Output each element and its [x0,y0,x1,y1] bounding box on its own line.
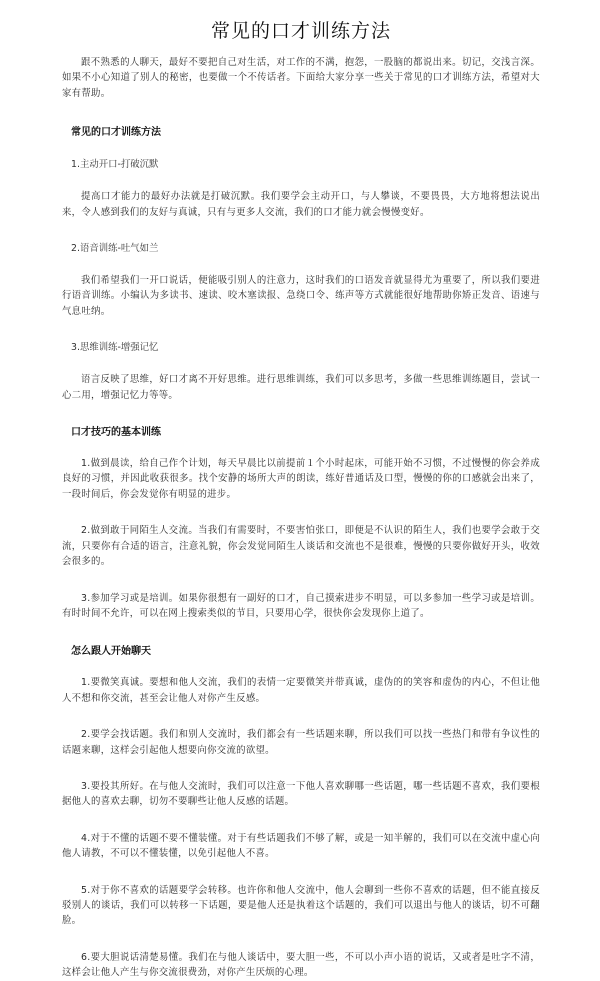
paragraph: 提高口才能力的最好办法就是打破沉默。我们要学会主动开口，与人攀谈，不要畏畏，大方地将想法说出来，令人感到我们的友好与真诚，只有与更多人交流，我们的口才能力就会慢慢变好。 [62,191,540,218]
list-item: 1.做到晨读，给自己作个计划，每天早晨比以前提前１个小时起床，可能开始不习惯，不过慢慢的你会养成良好的习惯，并因此收获很多。找个安静的场所大声的朗读，练好普通话及口型，慢慢的你的口感就会出来了，一段时间后，你会发觉你有明显的进步。 [62,458,540,500]
list-item: 3.要投其所好。在与他人交流时，我们可以注意一下他人喜欢聊哪一些话题，哪一些话题不喜欢，我们要根据他人的喜欢去聊，切勿不要聊些让他人反感的话题。 [62,780,540,808]
list-item: 1.要微笑真诚。要想和他人交流，我们的表情一定要微笑并带真诚，虚伪的的笑容和虚伪的内心，不但让他人不想和你交流，甚至会让他人对你产生反感。 [62,677,540,704]
section-heading: 怎么跟人开始聊天 [71,646,151,658]
list-item: 2.做到敢于同陌生人交流。当我们有需要时，不要害怕张口，即便是不认识的陌生人，我们也要学会敢于交流，只要你有合适的语言，注意礼貌，你会发觉同陌生人谈话和交流也不是很难，慢慢的只要你做好开头，收效会很多的。 [62,525,540,568]
section-basic-skills [62,423,540,621]
document-title: 常见的口才训练方法 [210,20,391,42]
list-item: 4.对于不懂的话题不要不懂装懂。对于有些话题我们不够了解，或是一知半解的，我们可以在交流中虚心向他人请教，不可以不懂装懂，以免引起他人不喜。 [62,832,540,860]
subheading: 2.语音训练-吐气如兰 [71,243,159,255]
list-item: 3.参加学习或是培训。如果你很想有一副好的口才，自己摸索进步不明显，可以多参加一些学习或是培训。有时时间不允许，可以在网上搜索类似的节目，只要用心学，很快你会发现你上道了。 [62,592,540,619]
list-item: 5.对于你不喜欢的话题要学会转移。也许你和他人交流中，他人会聊到一些你不喜欢的话题，但不能直接反驳别人的谈话，我们可以转移一下话题，要是他人还是执着这个话题的，我们可以退出与他人的谈话，切不可翻脸。 [62,884,540,927]
section-start-chatting [62,642,540,980]
paragraph: 我们希望我们一开口说话，便能吸引别人的注意力，这时我们的口语发音就显得尤为重要了，所以我们要进行语音训练。小编认为多读书、速读、咬木塞读报、急绕口令、练声等方式就能很好地帮助你矫正发音、语速与气息吐纳。 [62,275,540,317]
list-item: 2.要学会找话题。我们和别人交流时，我们都会有一些话题来聊，所以我们可以找一些热门和带有争议性的话题来聊，这样会引起他人想要向你交流的欲望。 [62,729,540,756]
list-item: 6.要大胆说话清楚易懂。我们在与他人谈话中，要大胆一些，不可以小声小语的说话，又或者是吐字不清，这样会让他人产生与你交流很费劲，对你产生厌烦的心理。 [62,951,540,979]
subheading: 3.思维训练-增强记忆 [71,342,159,354]
section-heading: 常见的口才训练方法 [71,127,161,139]
intro-paragraph: 跟不熟悉的人聊天，最好不要把自己对生活，对工作的不满，抱怨，一股脑的都说出来。切记，交浅言深。如果不小心知道了别人的秘密，也要做一个不传话者。下面给大家分享一些关于常见的口才训练方法，希望对大家有帮助。 [62,57,540,99]
paragraph: 语言反映了思维，好口才离不开好思维。进行思维训练，我们可以多思考，多做一些思维训练题目，尝试一心二用，增强记忆力等等。 [62,374,540,401]
subheading: 1.主动开口-打破沉默 [71,159,159,171]
section-heading: 口才技巧的基本训练 [71,427,161,439]
section-training-methods [62,123,540,403]
